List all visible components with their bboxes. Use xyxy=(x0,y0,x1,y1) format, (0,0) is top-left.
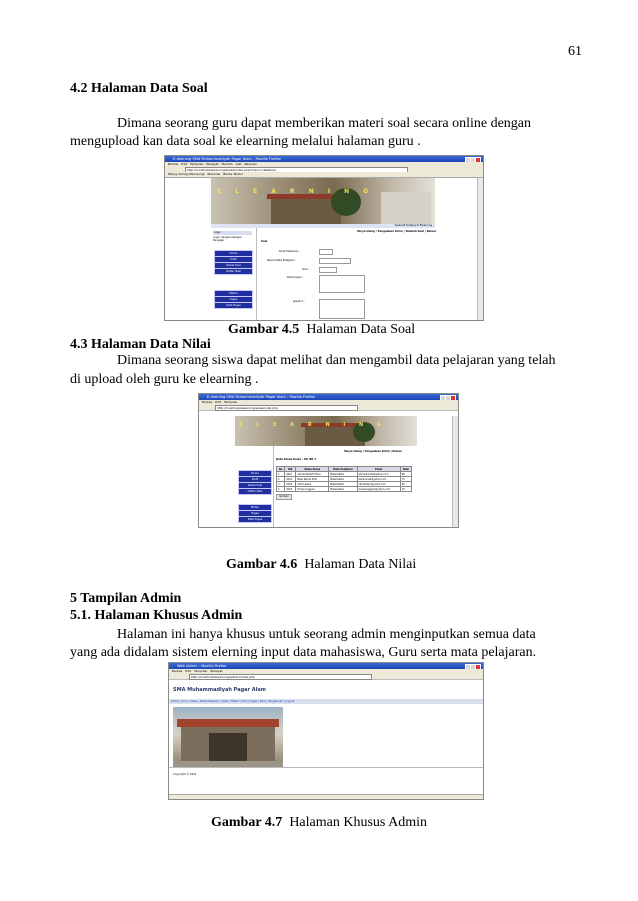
soal-form: Tanya Ulang / Pengaduan Kirim | Tambah Soal | Keluar Soal Kode Pelajaran : Nama Mata Pelajaran : Soal : Pertanyaan : Jawab A : xyxy=(257,228,432,320)
section-4-2-line1: Dimana seorang guru dapat memberikan materi soal secara online dengan xyxy=(117,116,532,131)
nav-data-tugas-button[interactable]: Data Tugas xyxy=(238,516,272,523)
nav-kelola-soal-button[interactable]: Kelola Soal xyxy=(238,482,272,489)
admin-nav-links[interactable]: Home | Guru | Siswa | Mata Pelajaran | Kelas | Materi | Soal | Tugas | Nilai | Pengaturan | Logout xyxy=(169,699,483,704)
section-heading-5-1: 5.1. Halaman Khusus Admin xyxy=(70,608,243,623)
sidebar: Login Login dengan sebagai Pengajar Home Profil Kelola Soal Daftar Nilai Materi Tugas Data Tugas xyxy=(211,228,257,320)
mata-pelajaran-input[interactable] xyxy=(319,258,351,264)
elearning-banner: E L E A R N I N G xyxy=(211,178,435,224)
nav-daftar-nilai-button[interactable]: Daftar Nilai xyxy=(214,268,253,275)
page-number: 61 xyxy=(568,44,582,59)
section-5-1-line1: Halaman ini hanya khusus untuk seorang admin menginputkan semua data xyxy=(117,627,536,642)
user-strip: Selamat Datang di Elearning xyxy=(211,224,435,228)
table-row: 2 1002 Bella Nanda Putri Matematika bellananda@yahoo.com 75 xyxy=(277,477,412,482)
address-bar[interactable]: http://localhost/elearning/siswa/nilai.php xyxy=(215,405,358,411)
section-heading-5: 5 Tampilan Admin xyxy=(70,591,182,606)
bookmarks-bar[interactable]: Paling Sering Dikunjungi Memulai Berita Terkini xyxy=(165,172,483,178)
menu-bar[interactable]: Berkas Edit Tampilan xyxy=(199,400,458,404)
window-title: E-learning SMA Muhammadiyah Pagar Alam - Mozilla Firefox xyxy=(207,395,315,399)
pertanyaan-textarea[interactable] xyxy=(319,275,365,293)
footer-text: Copyright © 2011 xyxy=(173,773,197,776)
window-title: Web Admin - Mozilla Firefox xyxy=(177,664,227,668)
nav-home-button[interactable]: Home xyxy=(238,470,272,477)
nilai-table: No NIS Nama Siswa Mata Pelajaran Email Nilai 1 1001 Ahmad Rizaldi Putra Matematika ahmadrizaldi@yahoo.com 80 2 1002 Bella Nanda Putri Matematika bellananda@yahoo.com 75 3 1003 Citra Lestari Matematika citralestari@yahoo.com 85 4 1004 Dimas Anggara Matematika dimasanggara@yahoo.com 70 xyxy=(276,466,412,492)
section-4-3-line1: Dimana seorang siswa dapat melihat dan mengambil data pelajaran yang telah xyxy=(117,353,556,368)
table-row: 3 1003 Citra Lestari Matematika citralestari@yahoo.com 85 xyxy=(277,482,412,487)
address-bar[interactable]: http://localhost/elearning/siswa/index.php?menu=dataSoal xyxy=(185,167,408,173)
figure-4-5-caption: Gambar 4.5 Halaman Data Soal xyxy=(228,322,416,337)
nav-profil-button[interactable]: Profil xyxy=(238,476,272,483)
nav-daftar-nilai-button[interactable]: Daftar Nilai xyxy=(238,488,272,495)
address-bar[interactable]: http://localhost/elearning/admin/index.php xyxy=(189,674,372,680)
nav-home-button[interactable]: Home xyxy=(214,250,253,257)
nilai-content: Tanya Ulang / Pengaduan Kirim | Keluar Data Siswa Kelas : XII IPA 1 No NIS Nama Siswa Mata Pelajaran Email Nilai 1 1001 Ahmad Rizaldi Putra Matematika ahmadrizaldi@yahoo.com 80 2 1002 Bella Nanda Putri Matematika bellananda@yahoo.com 75 3 1003 Citra Lestari Matematika citralestari@yahoo.com 85 4 1004 Dimas Anggara Matematika dimasanggara@yahoo.com 70 Kembali xyxy=(274,446,417,527)
nav-tugas-button[interactable]: Tugas xyxy=(214,296,253,303)
kode-pelajaran-input[interactable] xyxy=(319,249,333,255)
jawab-a-textarea[interactable] xyxy=(319,299,365,319)
figure-4-6-caption: Gambar 4.6 Halaman Data Nilai xyxy=(226,557,417,572)
figure-4-7-caption: Gambar 4.7 Halaman Khusus Admin xyxy=(211,815,427,830)
scrollbar[interactable] xyxy=(452,416,458,527)
figure-4-7-screenshot xyxy=(168,662,484,800)
table-row: 4 1004 Dimas Anggara Matematika dimasanggara@yahoo.com 70 xyxy=(277,487,412,492)
site-title: SMA Muhammadiyah Pagar Alam xyxy=(169,687,483,699)
school-photo xyxy=(173,707,283,767)
section-heading-4-2: 4.2 Halaman Data Soal xyxy=(70,81,208,96)
menu-bar[interactable]: Berkas Edit Tampilan Riwayat Markah Alat Bantuan xyxy=(165,162,483,166)
elearning-banner: E L E A R N I N G xyxy=(235,416,417,446)
sidebar xyxy=(235,446,274,527)
nav-profil-button[interactable]: Profil xyxy=(214,256,253,263)
section-heading-4-3: 4.3 Halaman Data Nilai xyxy=(70,337,211,352)
section-4-2-line2: mengupload kan data soal ke elearning melalui halaman guru . xyxy=(70,134,421,149)
window-title: E-learning SMA Muhammadiyah Pagar Alam - Mozilla Firefox xyxy=(173,157,281,161)
kembali-button[interactable]: Kembali xyxy=(276,494,292,500)
nav-materi-button[interactable]: Materi xyxy=(214,290,253,297)
table-row: 1 1001 Ahmad Rizaldi Putra Matematika ahmadrizaldi@yahoo.com 80 xyxy=(277,472,412,477)
section-5-1-line2: yang ada didalam sistem elerning input data mahasiswa, Guru serta mata pelajaran. xyxy=(70,645,537,660)
menu-bar[interactable]: Berkas Edit Tampilan Riwayat xyxy=(169,669,483,673)
figure-4-6-screenshot xyxy=(198,393,459,528)
soal-select[interactable] xyxy=(319,267,337,273)
nav-data-tugas-button[interactable]: Data Tugas xyxy=(214,302,253,309)
section-4-3-line2: di upload oleh guru ke elearning . xyxy=(70,372,259,387)
nav-kelola-soal-button[interactable]: Kelola Soal xyxy=(214,262,253,269)
nav-tugas-button[interactable]: Tugas xyxy=(238,510,272,517)
scrollbar[interactable] xyxy=(477,178,483,320)
figure-4-5-screenshot xyxy=(164,155,484,321)
nav-materi-button[interactable]: Materi xyxy=(238,504,272,511)
